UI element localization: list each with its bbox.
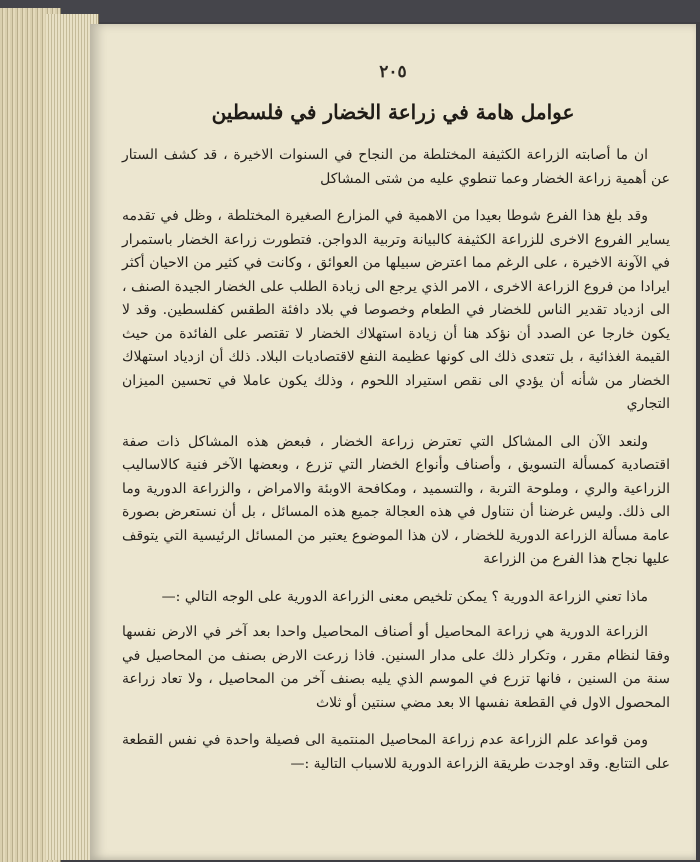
page-number: ٢٠٥: [379, 62, 407, 82]
page-body: [122, 144, 670, 790]
paragraph-2: وقد بلغ هذا الفرع شوطا بعيدا من الاهمية في المزارع الصغيرة المختلطة ، وظل في تقدمه يساير الفروع الاخرى للزراعة الكثيفة كالبيانة وتربية الدواجن. فتطورت زراعة الخضار باستمرار في الآونة الاخيرة ، على الرغم مما اعترض سبيلها من العوائق ، وكانت في كثير من الاحيان أكثر ايرادا من فروع الزراعة الاخرى ، الامر الذي يرجع الى زيادة الطلب على الخضار الجيدة الصنف ، الى ازدياد تقدير الناس للخضار في الطعام وخصوصا في بلاد دافئة الطقس كفلسطين. وقد لا يكون خارجا عن الصدد أن نؤكد هنا أن زيادة استهلاك الخضار لا تقتصر على الفائدة من حيث القيمة الغذائية ، بل تتعدى ذلك الى كونها عظيمة النفع لاقتصاديات البلاد. ذلك أن ازدياد استهلاك الخضار من شأنه أن يؤدي الى نقص استيراد اللحوم ، وذلك يكون عاملا في تحسين الميزان التجاري: [122, 208, 670, 412]
paragraph-4: ماذا تعني الزراعة الدورية ؟ يمكن تلخيص معنى الزراعة الدورية على الوجه التالي :—: [161, 588, 648, 605]
paragraph-6: ومن قواعد علم الزراعة عدم زراعة المحاصيل المنتمية الى فصيلة واحدة في نفس القطعة على التتابع. وقد اوجدت طريقة الزراعة الدورية للاسباب التالية :—: [122, 732, 670, 772]
book-page: [90, 24, 696, 860]
paragraph-1: ان ما أصابته الزراعة الكثيفة المختلطة من النجاح في السنوات الاخيرة ، قد كشف الستار عن أهمية زراعة الخضار وعما تنطوي عليه من شتى المشاكل: [122, 147, 670, 187]
page-title: عوامل هامة في زراعة الخضار في فلسطين: [211, 100, 575, 124]
scanner-background: [0, 0, 700, 22]
paragraph-5: الزراعة الدورية هي زراعة المحاصيل أو أصناف المحاصيل واحدا بعد آخر في الارض نفسها وفقا لنظام مقرر ، وتكرار ذلك على مدار السنين. فاذا زرعت الارض بصنف من المحاصيل في سنة من السنين ، فانها تزرع في الموسم الذي يليه بصنف آخر من المحاصيل ، ولا تعاد زراعة المحصول الاول في القطعة نفسها الا بعد مضي سنتين أو ثلاث: [122, 624, 670, 711]
paragraph-3: ولنعد الآن الى المشاكل التي تعترض زراعة الخضار ، فبعض هذه المشاكل ذات صفة اقتصادية كمسألة التسويق ، وأصناف وأنواع الخضار التي تزرع ، وبعضها الآخر فنية كالاساليب الزراعية والري ، وملوحة التربة ، والتسميد ، ومكافحة الاوبئة والامراض ، والزراعة الدورية وما الى ذلك. وليس غرضنا أن نتناول في هذه العجالة جميع هذه المسائل ، بل أن نستعرض بصورة عامة مسألة الزراعة الدورية للخضار ، لان هذا الموضوع يعتبر من المسائل الرئيسية التي يتوقف عليها نجاح هذا الفرع من الزراعة: [122, 433, 670, 567]
